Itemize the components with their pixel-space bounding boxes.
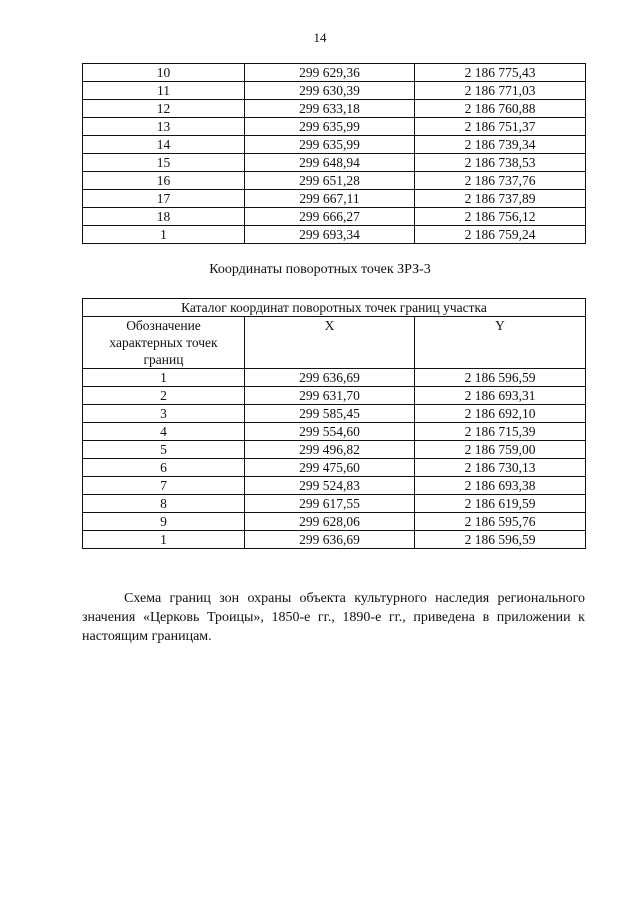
scheme-note-paragraph: Схема границ зон охраны объекта культурного наследия регионального значения «Церковь Троицы», 1850-е гг., 1890-е гг., приведена в приложении к настоящим границам.	[82, 591, 585, 644]
point-cell: 7	[83, 477, 245, 495]
point-cell: 11	[83, 82, 245, 100]
y-cell: 2 186 692,10	[415, 405, 586, 423]
table-row	[83, 513, 586, 531]
section-heading: Координаты поворотных точек ЗРЗ-3	[209, 262, 431, 277]
x-cell: 299 631,70	[245, 387, 415, 405]
y-cell: 2 186 771,03	[415, 82, 586, 100]
point-cell: 16	[83, 172, 245, 190]
point-cell: 12	[83, 100, 245, 118]
table-row	[83, 387, 586, 405]
x-cell: 299 666,27	[245, 208, 415, 226]
y-cell: 2 186 737,76	[415, 172, 586, 190]
x-cell: 299 585,45	[245, 405, 415, 423]
y-cell: 2 186 693,38	[415, 477, 586, 495]
point-cell: 5	[83, 441, 245, 459]
point-cell: 1	[83, 369, 245, 387]
table-row	[83, 459, 586, 477]
y-cell: 2 186 751,37	[415, 118, 586, 136]
y-cell: 2 186 693,31	[415, 387, 586, 405]
y-cell: 2 186 759,24	[415, 226, 586, 244]
table-caption: Каталог координат поворотных точек границ участка	[83, 299, 586, 317]
y-cell: 2 186 737,89	[415, 190, 586, 208]
table-row	[83, 405, 586, 423]
table-row	[83, 172, 586, 190]
y-cell: 2 186 596,59	[415, 369, 586, 387]
x-cell: 299 648,94	[245, 154, 415, 172]
x-cell: 299 636,69	[245, 531, 415, 549]
table-row	[83, 100, 586, 118]
y-cell: 2 186 595,76	[415, 513, 586, 531]
y-cell: 2 186 760,88	[415, 100, 586, 118]
y-cell: 2 186 756,12	[415, 208, 586, 226]
table-row	[83, 82, 586, 100]
x-cell: 299 651,28	[245, 172, 415, 190]
x-cell: 299 635,99	[245, 136, 415, 154]
table-row	[83, 495, 586, 513]
point-cell: 1	[83, 226, 245, 244]
point-cell: 1	[83, 531, 245, 549]
table-row	[83, 190, 586, 208]
column-header-point	[83, 317, 245, 369]
y-cell: 2 186 738,53	[415, 154, 586, 172]
x-cell: 299 554,60	[245, 423, 415, 441]
y-cell: 2 186 739,34	[415, 136, 586, 154]
table-row	[83, 208, 586, 226]
x-cell: 299 524,83	[245, 477, 415, 495]
coordinates-table-body	[83, 64, 586, 244]
point-cell: 17	[83, 190, 245, 208]
point-cell: 14	[83, 136, 245, 154]
point-cell: 13	[83, 118, 245, 136]
point-cell: 2	[83, 387, 245, 405]
table-row	[83, 64, 586, 82]
y-cell: 2 186 596,59	[415, 531, 586, 549]
y-cell: 2 186 715,39	[415, 423, 586, 441]
x-cell: 299 636,69	[245, 369, 415, 387]
point-cell: 18	[83, 208, 245, 226]
coordinates-table-continued	[82, 63, 586, 244]
point-cell: 3	[83, 405, 245, 423]
y-cell: 2 186 619,59	[415, 495, 586, 513]
table-row	[83, 441, 586, 459]
table-row	[83, 226, 586, 244]
point-cell: 8	[83, 495, 245, 513]
zrz3-table-body	[83, 369, 586, 549]
x-cell: 299 635,99	[245, 118, 415, 136]
table-row	[83, 118, 586, 136]
y-cell: 2 186 730,13	[415, 459, 586, 477]
point-cell: 4	[83, 423, 245, 441]
point-cell: 9	[83, 513, 245, 531]
x-cell: 299 630,39	[245, 82, 415, 100]
point-cell: 15	[83, 154, 245, 172]
zrz3-coordinates-table	[82, 298, 586, 549]
point-cell: 10	[83, 64, 245, 82]
table-row	[83, 477, 586, 495]
table-row	[83, 154, 586, 172]
y-cell: 2 186 759,00	[415, 441, 586, 459]
x-cell: 299 633,18	[245, 100, 415, 118]
table-row	[83, 369, 586, 387]
table-row	[83, 531, 586, 549]
column-header-point-label: Обозначение характерных точек границ	[109, 318, 218, 367]
x-cell: 299 628,06	[245, 513, 415, 531]
x-cell: 299 629,36	[245, 64, 415, 82]
table-row	[83, 136, 586, 154]
x-cell: 299 617,55	[245, 495, 415, 513]
column-header-y: Y	[415, 317, 586, 369]
table-row	[83, 423, 586, 441]
y-cell: 2 186 775,43	[415, 64, 586, 82]
point-cell: 6	[83, 459, 245, 477]
x-cell: 299 693,34	[245, 226, 415, 244]
x-cell: 299 667,11	[245, 190, 415, 208]
column-header-x: X	[245, 317, 415, 369]
page-number: 14	[313, 30, 327, 45]
x-cell: 299 475,60	[245, 459, 415, 477]
x-cell: 299 496,82	[245, 441, 415, 459]
